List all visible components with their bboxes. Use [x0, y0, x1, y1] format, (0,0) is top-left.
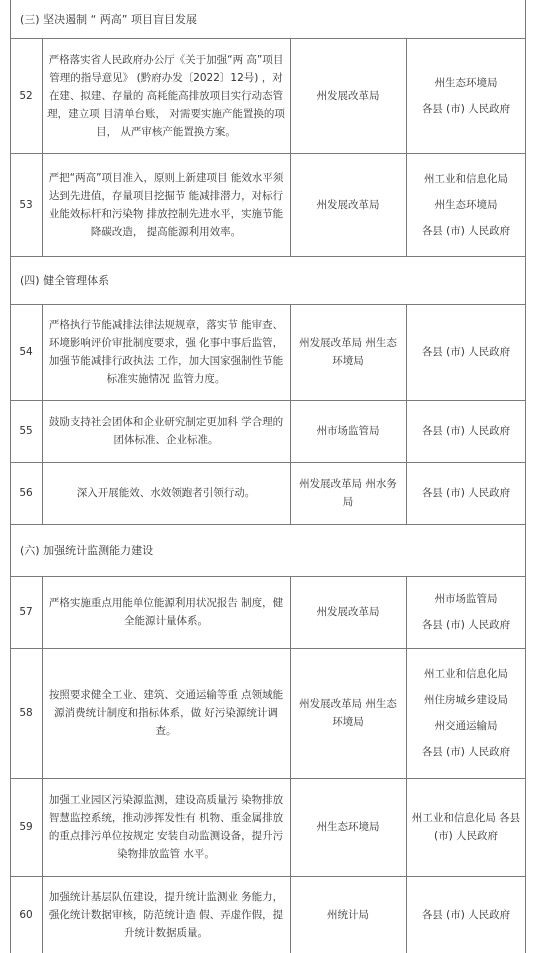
task-description: 深入开展能效、水效领跑者引领行动。 — [76, 487, 256, 499]
lead-department: 州发展改革局 州生态环境局 — [299, 698, 397, 728]
partner-item: 各县 (市) 人民政府 — [421, 102, 511, 115]
lead-department: 州发展改革局 州生态环境局 — [299, 337, 397, 367]
section-heading-6 — [10, 524, 526, 576]
partner-item: 州交通运输局 — [434, 720, 498, 732]
partner-item: 州生态环境局 — [434, 76, 498, 89]
partner-departments — [406, 153, 526, 256]
table-row — [10, 876, 526, 953]
partner-item: 各县 (市) 人民政府 — [421, 425, 511, 437]
partner-departments — [406, 400, 526, 462]
partner-item: 各县 (市) 人民政府 — [421, 224, 511, 237]
partner-item: 州工业和信息化局 各县 (市) 人民政府 — [411, 812, 521, 842]
table-row — [10, 153, 526, 256]
section-heading-text: (六) 加强统计监测能力建设 — [20, 544, 154, 557]
row-number: 52 — [19, 89, 33, 102]
row-number: 53 — [19, 198, 33, 211]
lead-department: 州统计局 — [327, 908, 369, 921]
section-heading-4 — [10, 256, 526, 304]
section-heading-text: (四) 健全管理体系 — [20, 274, 110, 287]
table-row — [10, 304, 526, 400]
partner-departments — [406, 778, 526, 876]
lead-department: 州发展改革局 — [316, 606, 380, 618]
task-description: 加强工业园区污染源监测，建设高质量污 染物排放智慧监控系统，推动涉挥发性有 机物、重金属排放的重点排污单位按规定 安装自动监测设备，提升污染物排放监管 水平。 — [48, 794, 284, 860]
table-row — [10, 400, 526, 462]
row-number: 56 — [19, 487, 33, 499]
partner-item: 各县 (市) 人民政府 — [421, 619, 511, 631]
section-heading-3 — [10, 0, 526, 38]
partner-item: 各县 (市) 人民政府 — [421, 487, 511, 499]
task-description: 严格落实省人民政府办公厅《关于加强“两 高”项目管理的指导意见》 (黔府办发〔2022〕12号) ，对在建、拟建、存量的 高耗能高排放项目实行动态管理，建立项 目清单台账， 对需要实施产能置换的项目， 从严审核产能置换方案。 — [47, 53, 285, 138]
lead-department: 州发展改革局 — [316, 198, 380, 211]
partner-item: 州市场监管局 — [434, 593, 498, 605]
partner-departments — [406, 38, 526, 153]
partner-departments — [406, 648, 526, 778]
task-description: 鼓励支持社会团体和企业研究制定更加科 学合理的团体标准、企业标准。 — [48, 416, 284, 446]
table-row — [10, 462, 526, 524]
partner-departments — [406, 876, 526, 953]
table-row — [10, 648, 526, 778]
lead-department: 州发展改革局 州水务局 — [299, 478, 397, 508]
partner-item: 州生态环境局 — [434, 198, 498, 211]
row-number: 55 — [19, 425, 33, 437]
partner-item: 各县 (市) 人民政府 — [421, 908, 511, 921]
table-row — [10, 778, 526, 876]
row-number: 59 — [19, 821, 33, 833]
section-heading-text: (三) 坚决遏制 “ 两高” 项目盲目发展 — [20, 13, 197, 26]
partner-departments — [406, 462, 526, 524]
partner-item: 州工业和信息化局 — [424, 668, 508, 680]
partner-item: 州工业和信息化局 — [424, 172, 508, 185]
task-description: 按照要求健全工业、建筑、交通运输等重 点领域能源消费统计制度和指标体系，做 好污染源统计调查。 — [48, 689, 284, 737]
partner-departments — [406, 576, 526, 648]
table-row — [10, 576, 526, 648]
lead-department: 州市场监管局 — [316, 425, 380, 437]
task-description: 严格实施重点用能单位能源利用状况报告 制度，健全能源计量体系。 — [48, 597, 284, 627]
task-description: 加强统计基层队伍建设，提升统计监测业 务能力，强化统计数据审核，防范统计造 假、弄虚作假，提升统计数据质量。 — [48, 890, 284, 939]
row-number: 60 — [19, 908, 33, 921]
partner-departments — [406, 304, 526, 400]
row-number: 57 — [19, 606, 33, 618]
partner-item: 州住房城乡建设局 — [424, 694, 508, 706]
lead-department: 州发展改革局 — [316, 89, 380, 102]
partner-item: 各县 (市) 人民政府 — [421, 346, 511, 358]
row-number: 58 — [19, 707, 33, 719]
row-number: 54 — [19, 346, 33, 358]
task-description: 严把“两高”项目准入，原则上新建项目 能效水平须达到先进值，存量项目挖掘节 能减排潜力，对标行业能效标杆和污染物 排放控制先进水平，实施节能降碳改造， 提高能源利用效率。 — [48, 171, 284, 238]
lead-department: 州生态环境局 — [316, 821, 380, 833]
table-row — [10, 38, 526, 153]
task-description: 严格执行节能减排法律法规规章，落实节 能审查、环境影响评价审批制度要求，强 化事中事后监管，加强节能减排行政执法 工作，加大国家强制性节能标准实施情况 监管力度。 — [48, 319, 284, 385]
partner-item: 各县 (市) 人民政府 — [421, 746, 511, 758]
